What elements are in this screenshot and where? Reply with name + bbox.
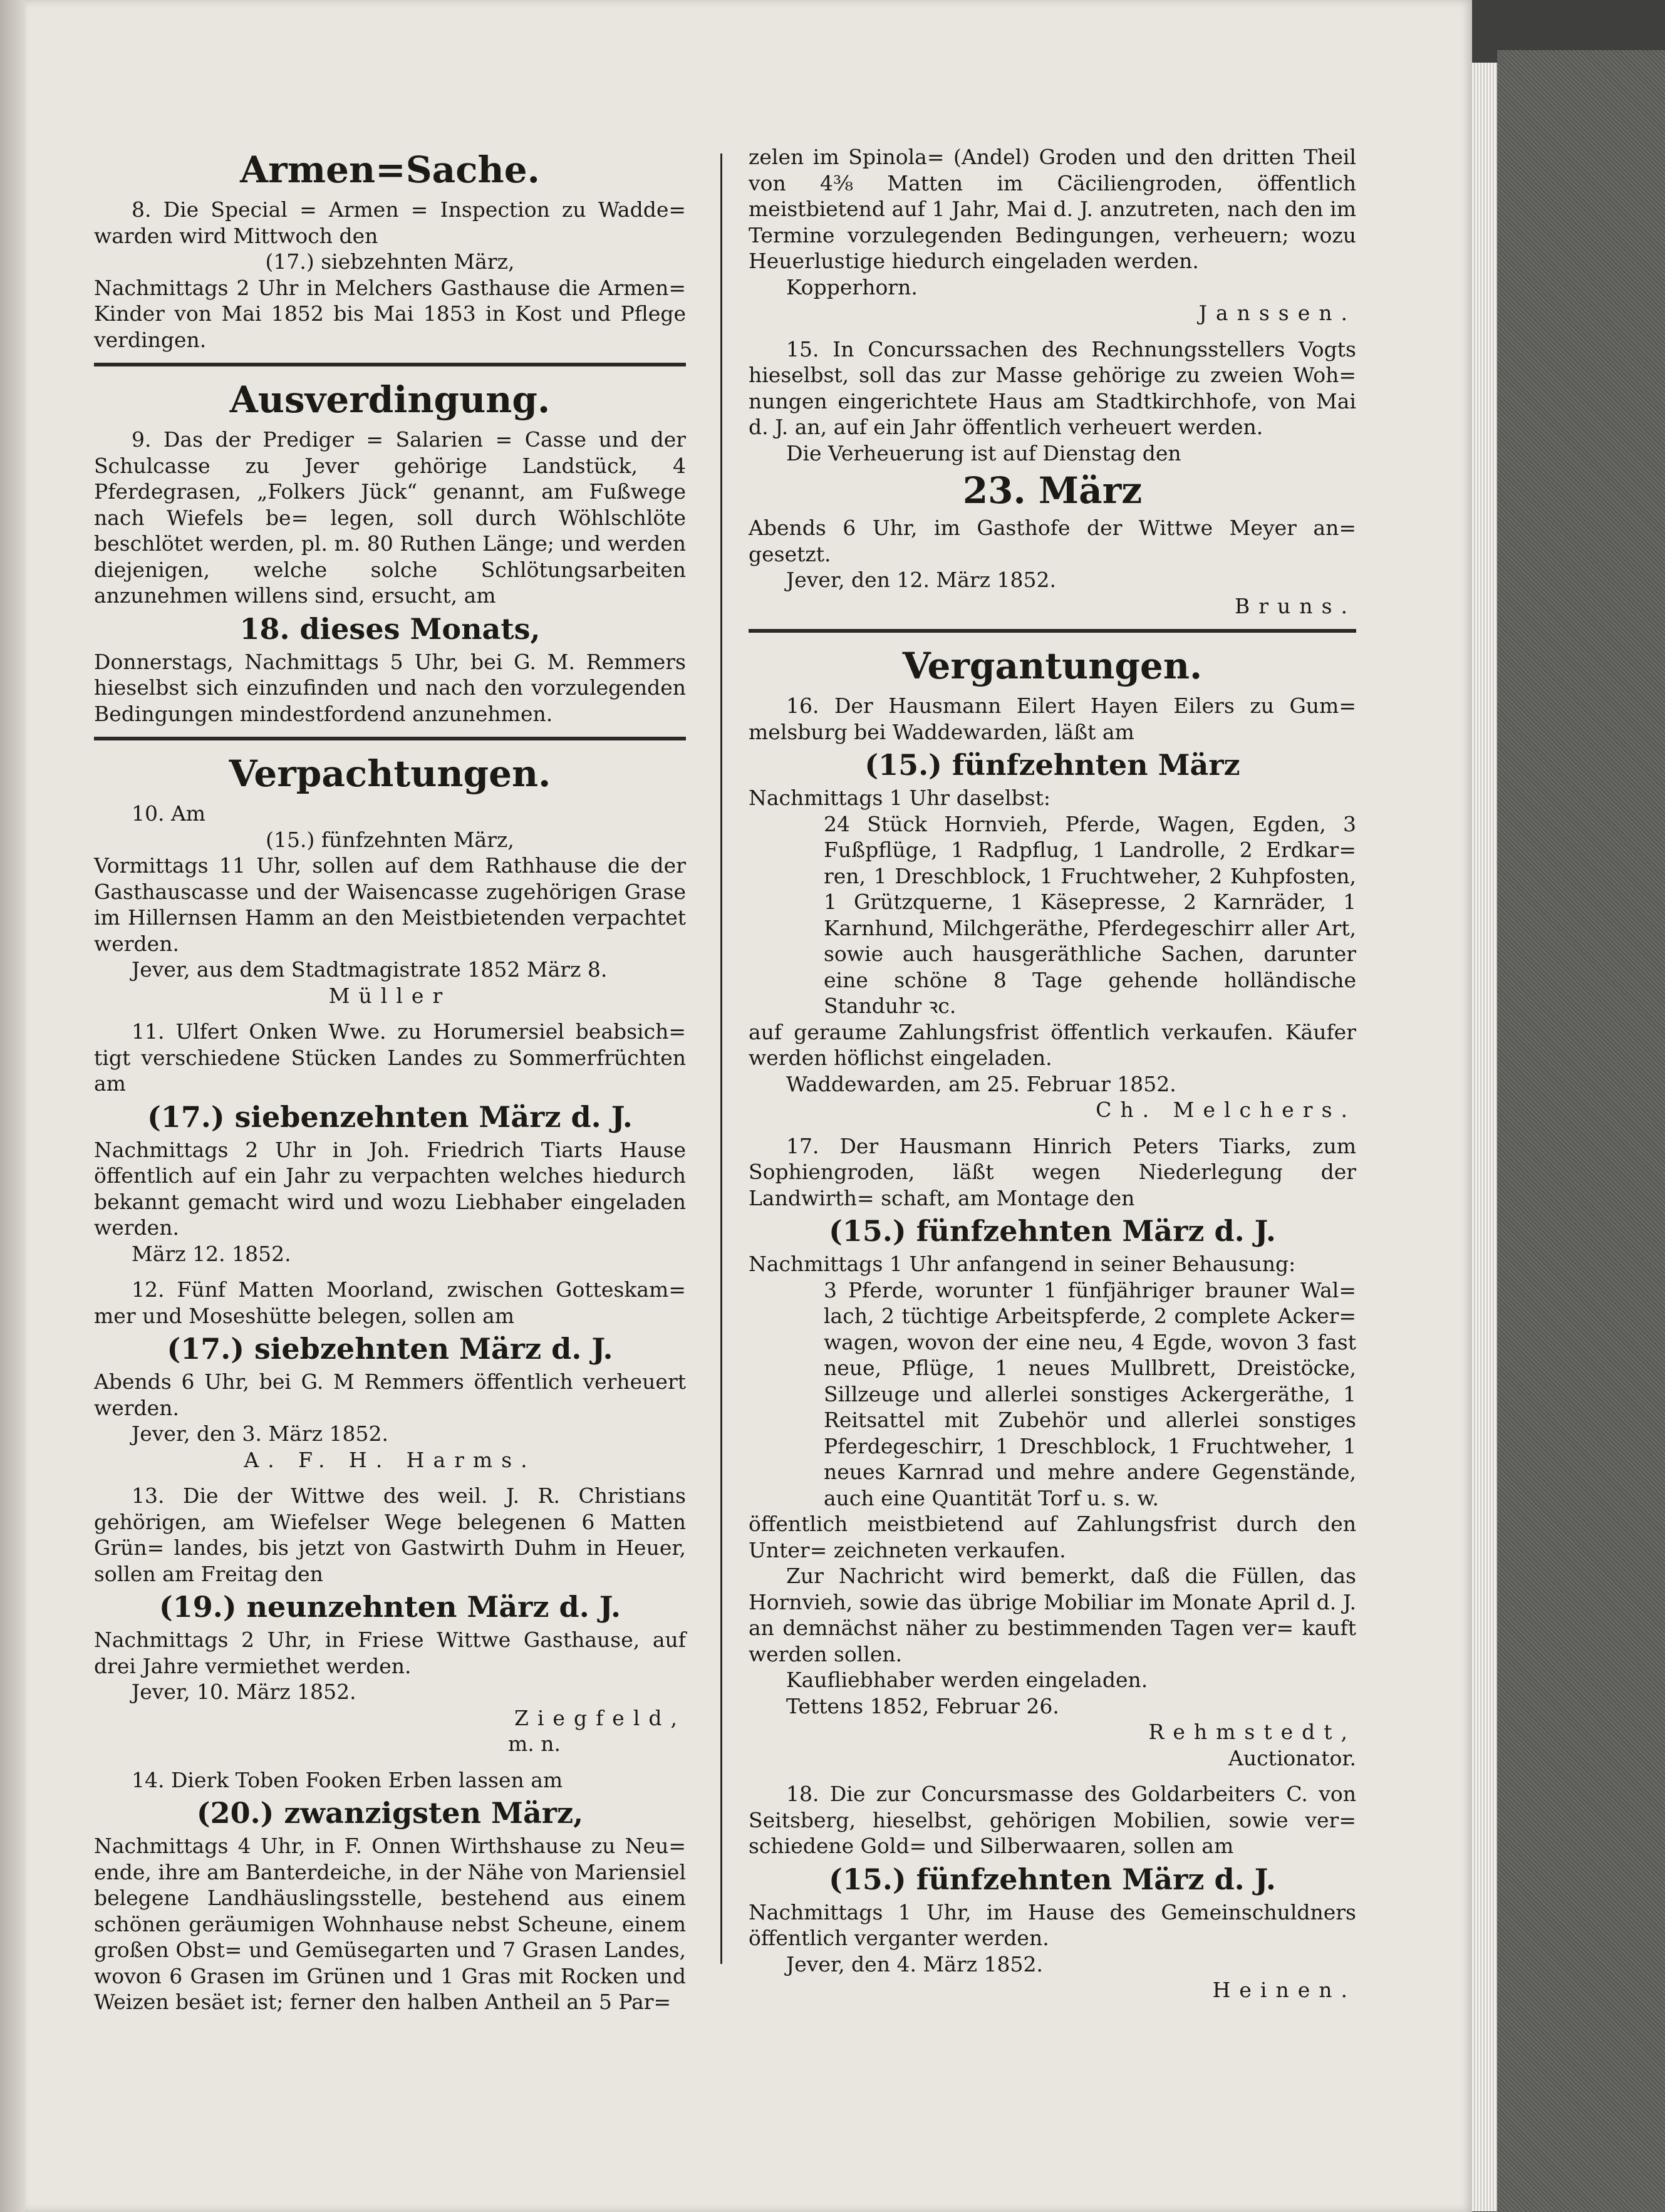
notice-12-text: 12. Fünf Matten Moorland, zwischen Gotteskam= mer und Moseshütte belegen, sollen am <box>94 1277 686 1328</box>
notice-17-invite: Kaufliebhaber werden eingeladen. <box>786 1668 1148 1692</box>
notice-17-signature-2: Auctionator. <box>1228 1745 1356 1770</box>
notice-16-text: 16. Der Hausmann Eilert Hayen Eilers zu Gum= melsburg bei Waddewarden, läßt am <box>749 693 1356 744</box>
notice-17-place: Tettens 1852, Februar 26. <box>786 1693 1059 1718</box>
notice-13-date: (19.) neunzehnten März d. J. <box>159 1590 621 1624</box>
notice-14-signature: Janssen. <box>1198 301 1356 325</box>
notice-15-signature: Bruns. <box>1235 593 1356 618</box>
notice-10-signature: Müller <box>328 983 452 1008</box>
notice-17-time: Nachmittags 1 Uhr anfangend in seiner Behausung: <box>749 1252 1296 1276</box>
section-rule <box>94 737 686 740</box>
notice-8-date: (17.) siebzehnten März, <box>265 249 515 274</box>
notice-15-date: 23. März <box>962 469 1143 512</box>
notice-9-date: 18. dieses Monats, <box>239 611 541 646</box>
notice-16-details: auf geraume Zahlungsfrist öffentlich verkaufen. Käufer werden höflichst eingeladen. <box>749 1019 1356 1070</box>
notice-17-text: 17. Der Hausmann Hinrich Peters Tiarks, zum Sophiengroden, läßt wegen Niederlegung der Landwirth= schaft, am Montage den <box>749 1133 1356 1210</box>
notice-11-text: 11. Ulfert Onken Wwe. zu Horumersiel beabsich= tigt verschiedene Stücken Landes zu Sommerfrüchten am <box>94 1019 686 1096</box>
book-gutter <box>0 0 25 2212</box>
notice-10-date: (15.) fünfzehnten März, <box>266 827 514 852</box>
section-title-verpachtungen: Verpachtungen. <box>229 752 551 795</box>
notice-17-signature: Rehmstedt, <box>1148 1720 1356 1744</box>
notice-15-details: Abends 6 Uhr, im Gasthofe der Wittwe Meyer an= gesetzt. <box>749 516 1356 566</box>
section-title-ausverdingung: Ausverdingung. <box>229 378 551 421</box>
notice-14-date: (20.) zwanzigsten März, <box>196 1796 584 1830</box>
notice-10-text: Vormittags 11 Uhr, sollen auf dem Rathhause die der Gasthauscasse und der Waisencasse zugehörigen Grase im Hillernsen Hamm an den Meistbietenden verpachtet werden. <box>94 853 686 956</box>
notice-11-date: (17.) siebenzehnten März d. J. <box>147 1099 633 1134</box>
notice-12-signature: A. F. H. Harms. <box>244 1447 536 1472</box>
notice-12-place: Jever, den 3. März 1852. <box>132 1421 389 1446</box>
notice-9-text: 9. Das der Prediger = Salarien = Casse und der Schulcasse zu Jever gehörige Landstück, 4 Pferdegrasen, „Folkers Jück“ genannt, am Fußwege nach Wiefels be= legen, soll durch Wöhlschlöte beschlötet werden, pl. m. 80 Ruthen Länge; und werden diejenigen, welche solche Schlötungsarbeiten anzunehmen willens sind, ersucht, am <box>94 427 686 608</box>
left-column <box>94 144 686 2015</box>
book-cover <box>1497 50 1665 2212</box>
notice-13-signature: Ziegfeld, <box>514 1705 686 1730</box>
notice-17-items: 3 Pferde, worunter 1 fünfjähriger brauner Wal= lach, 2 tüchtige Arbeitspferde, 2 complete Acker= wagen, wovon der eine neu, 4 Egde, wovon 3 fast neue, Pflüge, 1 neues Mullbrett, Dreistöcke, Sillzeuge und allerlei sonstiges Ackergeräthe, 1 Reitsattel mit Zubehör und allerlei sonstiges Pferdegeschirr, 1 Dreschblock, 1 Fruchtweher, 1 neues Karnrad und mehre andere Gegenstände, auch eine Quantität Torf u. s. w. <box>824 1277 1356 1510</box>
notice-10-place: Jever, aus dem Stadtmagistrate 1852 März 8. <box>132 957 608 982</box>
notice-18-details: Nachmittags 1 Uhr, im Hause des Gemeinschuldners öffentlich verganter werden. <box>749 1899 1356 1950</box>
notice-14-details: Nachmittags 4 Uhr, in F. Onnen Wirthshause zu Neu= ende, ihre am Banterdeiche, in der Nähe von Mariensiel belegene Landhäuslingsstelle, bestehend aus einem schönen geräumigen Wohnhause nebst Scheune, einem großen Obst= und Gemüsegarten und 7 Grasen Landes, wovon 6 Grasen im Grünen und 1 Gras mit Rocken und Weizen besäet ist; ferner den halben Antheil an 5 Par= <box>94 1834 686 2014</box>
notice-16-time: Nachmittags 1 Uhr daselbst: <box>749 786 1050 810</box>
section-rule <box>749 629 1356 633</box>
notice-17-details: öffentlich meistbietend auf Zahlungsfrist durch den Unter= zeichneten verkaufen. <box>749 1512 1356 1562</box>
notice-16-place: Waddewarden, am 25. Februar 1852. <box>786 1071 1176 1096</box>
notice-17-date: (15.) fünfzehnten März d. J. <box>829 1214 1276 1248</box>
notice-12-details: Abends 6 Uhr, bei G. M Remmers öffentlich verheuert werden. <box>94 1369 686 1420</box>
notice-18-text: 18. Die zur Concursmasse des Goldarbeiters C. von Seitsberg, hieselbst, gehörigen Mobilien, sowie ver= schiedene Gold= und Silberwaaren, sollen am <box>749 1782 1356 1858</box>
notice-11-place: März 12. 1852. <box>132 1241 291 1266</box>
page-edges <box>1472 63 1497 2211</box>
notice-10-intro: 10. Am <box>132 801 206 826</box>
column-divider <box>720 153 722 1964</box>
notice-14-place: Kopperhorn. <box>786 274 918 299</box>
notice-13-signature-2: m. n. <box>507 1732 561 1756</box>
notice-13-details: Nachmittags 2 Uhr, in Friese Wittwe Gasthause, auf drei Jahre vermiethet werden. <box>94 1628 686 1678</box>
notice-11-details: Nachmittags 2 Uhr in Joh. Friedrich Tiarts Hause öffentlich auf ein Jahr zu verpachten welches hiedurch bekannt gemacht wird und wozu Liebhaber eingeladen werden. <box>94 1137 686 1240</box>
notice-14-continued: zelen im Spinola= (Andel) Groden und den dritten Theil von 4⅜ Matten im Cäciliengroden, öffentlich meistbietend auf 1 Jahr, Mai d. J. anzutreten, nach den im Termine vorzulegenden Bedingungen, verheuern; wozu Heuerlustige hiedurch eingeladen werden. <box>749 145 1356 273</box>
right-column <box>749 144 1356 2003</box>
notice-8-text: 8. Die Special = Armen = Inspection zu Wadde= warden wird Mittwoch den <box>94 197 686 248</box>
notice-13-place: Jever, 10. März 1852. <box>132 1680 356 1704</box>
notice-15-text: 15. In Concurssachen des Rechnungsstellers Vogts hieselbst, soll das zur Masse gehörige zu zweien Woh= nungen eingerichtete Haus am Stadtkirchhofe, von Mai d. J. an, auf ein Jahr öffentlich verheuert werden. <box>749 336 1356 439</box>
notice-8-details: Nachmittags 2 Uhr in Melchers Gasthause die Armen= Kinder von Mai 1852 bis Mai 1853 in Kost und Pflege verdingen. <box>94 275 686 352</box>
section-rule <box>94 363 686 366</box>
notice-13-text: 13. Die der Wittwe des weil. J. R. Christians gehörigen, am Wiefelser Wege belegenen 6 Matten Grün= landes, bis jetzt von Gastwirth Duhm in Heuer, sollen am Freitag den <box>94 1483 686 1586</box>
notice-18-date: (15.) fünfzehnten März d. J. <box>829 1862 1276 1896</box>
notice-12-date: (17.) siebzehnten März d. J. <box>167 1332 613 1366</box>
notice-15-text-2: Die Verheuerung ist auf Dienstag den <box>786 440 1181 465</box>
section-title-armen: Armen=Sache. <box>240 148 540 191</box>
notice-16-date: (15.) fünfzehnten März <box>864 748 1240 782</box>
notice-15-place: Jever, den 12. März 1852. <box>786 568 1057 592</box>
notice-16-signature: Ch. Melchers. <box>1096 1098 1356 1122</box>
notice-18-signature: Heinen. <box>1212 1978 1356 2002</box>
notice-17-note: Zur Nachricht wird bemerkt, daß die Füllen, das Hornvieh, sowie das übrige Mobiliar im Monate April d. J. an demnächst näher zu bestimmenden Tagen ver= kauft werden sollen. <box>749 1564 1356 1666</box>
notice-16-items: 24 Stück Hornvieh, Pferde, Wagen, Egden, 3 Fußpflüge, 1 Radpflug, 1 Landrolle, 2 Erdkar= ren, 1 Dreschblock, 1 Fruchtweher, 2 Kuhpfosten, 1 Grützquerne, 1 Käsepresse, 2 Karnräder, 1 Karnhund, Milchgeräthe, Pferdegeschirr aller Art, sowie auch hausgeräthliche Sachen, darunter eine schöne 8 Tage gehende holländische Standuhr ꝛc. <box>824 811 1356 1018</box>
notice-14-text: 14. Dierk Toben Fooken Erben lassen am <box>132 1767 563 1792</box>
section-title-vergantungen: Vergantungen. <box>902 645 1203 687</box>
notice-18-place: Jever, den 4. März 1852. <box>786 1951 1044 1976</box>
notice-9-details: Donnerstags, Nachmittags 5 Uhr, bei G. M. Remmers hieselbst sich einzufinden und nach den vorzulegenden Bedingungen mindestfordend anzunehmen. <box>94 649 686 726</box>
